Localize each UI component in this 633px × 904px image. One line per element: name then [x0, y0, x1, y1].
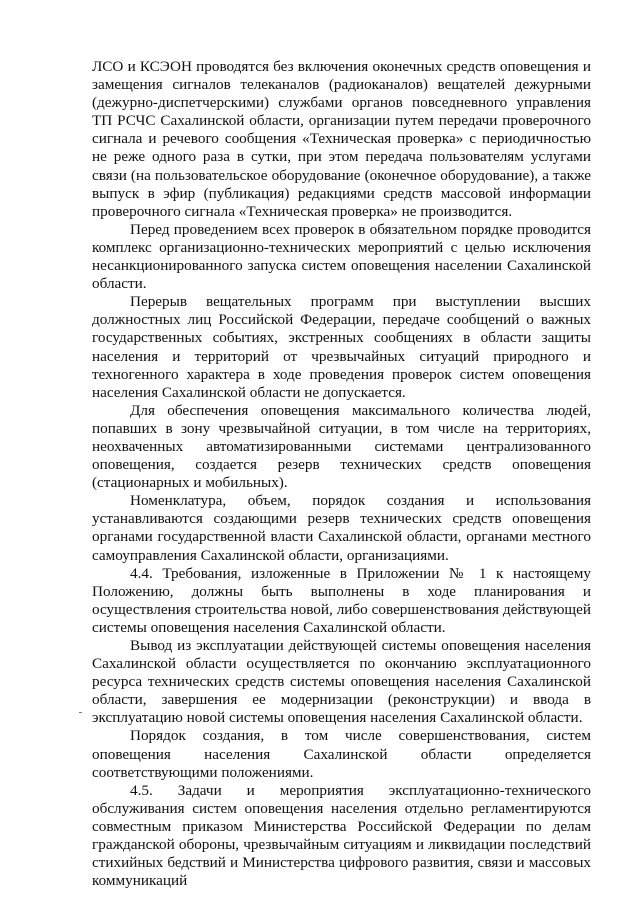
paragraph-4: Для обеспечения оповещения максимального количества людей, попавших в зону чрезвычайной ситуации, в том числе на территориях, неохваченных автоматизированными системами централизованного оповещения, создается резерв технических средств оповещения (стационарных и мобильных). [92, 401, 591, 492]
paragraph-3: Перерыв вещательных программ при выступлении высших должностных лиц Российской Федерации, передаче сообщений о важных государственных событиях, экстренных сообщениях в области защиты населения и территорий от чрезвычайных ситуаций природного и техногенного характера в ходе проведения проверок систем оповещения населения Сахалинской области не допускается. [92, 293, 591, 401]
paragraph-5: Номенклатура, объем, порядок создания и использования устанавливаются создающими резерв технических средств оповещения органами государственной власти Сахалинской области, органами местного самоуправления Сахалинской области, организациями. [92, 492, 591, 564]
paragraph-1: ЛСО и КСЭОН проводятся без включения оконечных средств оповещения и замещения сигналов телеканалов (радиоканалов) вещателей дежурными (дежурно-диспетчерскими) службами органов повседневного управления ТП РСЧС Сахалинской области, организации путем передачи проверочного сигнала и речевого сообщения «Техническая проверка» с периодичностью не реже одного раза в сутки, при этом передача пользователям услугами связи (на пользовательское оборудование (оконечное оборудование), а также выпуск в эфир (публикация) редакциями средств массовой информации проверочного сигнала «Техническая проверка» не производится. [92, 58, 591, 220]
paragraph-2: Перед проведением всех проверок в обязательном порядке проводится комплекс организационно-технических мероприятий с целью исключения несанкционированного запуска систем оповещения населении Сахалинской области. [92, 220, 591, 293]
scan-mark [79, 712, 82, 713]
document-body [92, 58, 591, 890]
paragraph-9: 4.5. Задачи и мероприятия эксплуатационно-технического обслуживания систем оповещения населения отдельно регламентируются совместным приказом Министерства Российской Федерации по делам гражданской обороны, чрезвычайным ситуациям и ликвидации последствий стихийных бедствий и Министерства цифрового развития, связи и массовых коммуникаций [92, 781, 591, 890]
paragraph-8: Порядок создания, в том числе совершенствования, систем оповещения населения Сахалинской области определяется соответствующими положениями. [92, 727, 591, 781]
paragraph-7: Вывод из эксплуатации действующей системы оповещения населения Сахалинской области осуществляется по окончанию эксплуатационного ресурса технических средств системы оповещения населения Сахалинской области, завершения ее модернизации (реконструкции) и ввода в эксплуатацию новой системы оповещения населения Сахалинской области. [92, 637, 591, 727]
paragraph-6: 4.4. Требования, изложенные в Приложении № 1 к настоящему Положению, должны быть выполнены в ходе планирования и осуществления строительства новой, либо совершенствования действующей системы оповещения населения Сахалинской области. [92, 564, 591, 636]
